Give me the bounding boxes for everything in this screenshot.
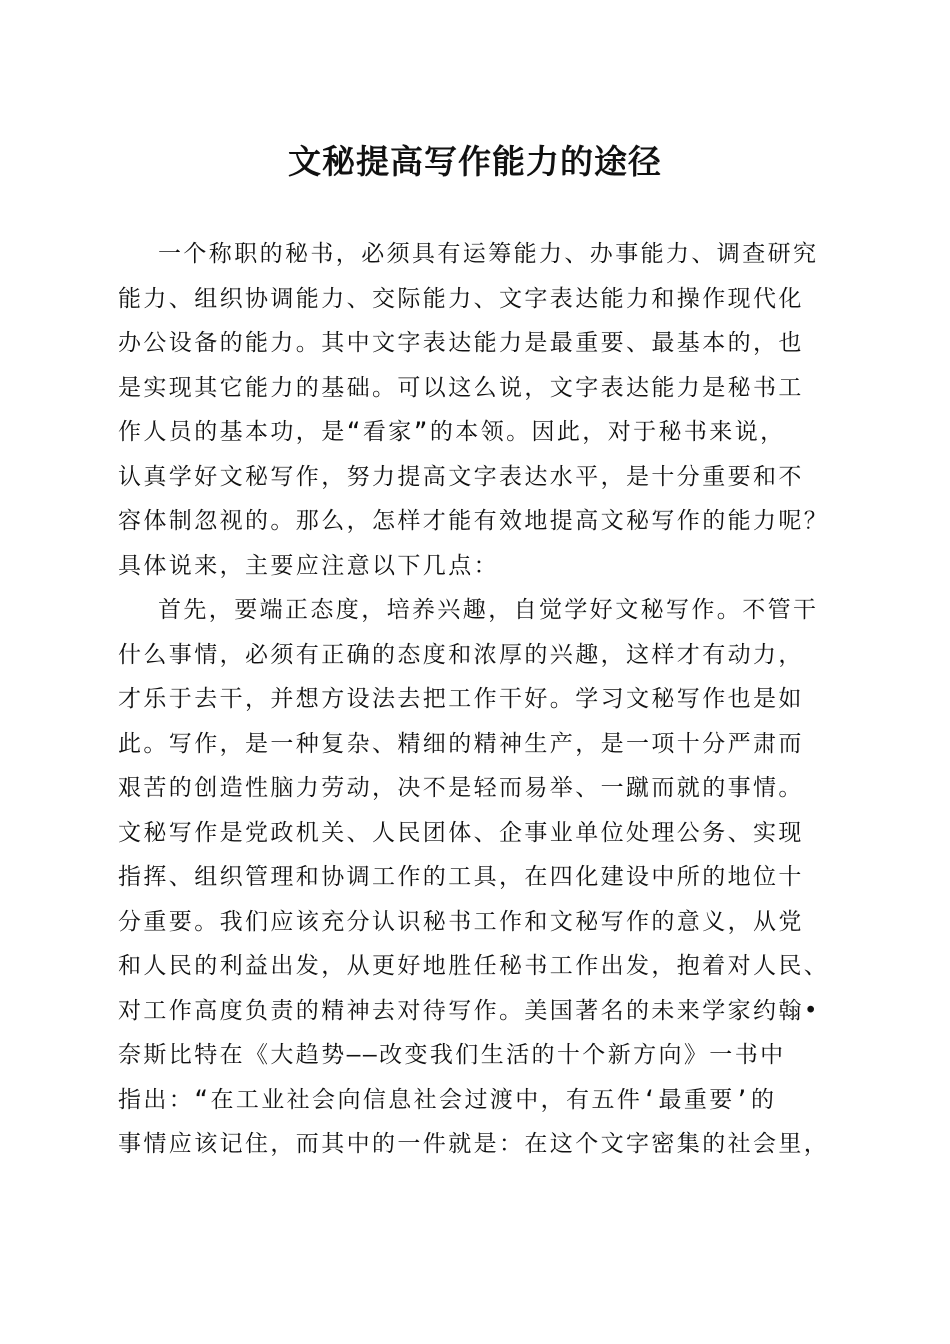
text-line: 什么事情，必须有正确的态度和浓厚的兴趣，这样才有动力，: [118, 641, 804, 668]
text-line: 和人民的利益出发，从更好地胜任秘书工作出发，抱着对人民、: [118, 953, 830, 979]
text-line: 认真学好文秘写作，努力提高文字表达水平，是十分重要和不: [118, 463, 804, 490]
text-line: 指挥、组织管理和协调工作的工具，在四化建设中所的地位十: [118, 864, 804, 890]
paragraph-2: [118, 588, 838, 1167]
text-line: 分重要。我们应该充分认识秘书工作和文秘写作的意义，从党: [118, 908, 804, 935]
document-body: [118, 232, 838, 1167]
text-line: 办公设备的能力。其中文字表达能力是最重要、最基本的，也: [118, 330, 804, 356]
text-line: 作人员的基本功，是“看家”的本领。因此，对于秘书来说，: [118, 419, 786, 445]
paragraph-1: [118, 232, 838, 588]
text-line: 奈斯比特在《大趋势——改变我们生活的十个新方向》一书中: [118, 1042, 786, 1068]
text-line: 此。写作，是一种复杂、精细的精神生产，是一项十分严肃而: [118, 730, 804, 757]
text-line: 能力、组织协调能力、交际能力、文字表达能力和操作现代化: [118, 285, 804, 312]
text-line: 一个称职的秘书，必须具有运筹能力、办事能力、调查研究: [158, 241, 819, 267]
text-line: 具体说来，主要应注意以下几点：: [118, 552, 499, 579]
text-line: 事情应该记住，而其中的一件就是：在这个文字密集的社会里，: [118, 1131, 830, 1157]
text-line: 首先，要端正态度，培养兴趣，自觉学好文秘写作。不管干: [158, 597, 819, 623]
text-line: 是实现其它能力的基础。可以这么说，文字表达能力是秘书工: [118, 374, 804, 401]
document-title: 文秘提高写作能力的途径: [288, 142, 662, 181]
text-line: 才乐于去干，并想方设法去把工作干好。学习文秘写作也是如: [118, 686, 804, 712]
text-line: 艰苦的创造性脑力劳动，决不是轻而易举、一蹴而就的事情。: [118, 775, 804, 801]
text-line: 容体制忽视的。那么，怎样才能有效地提高文秘写作的能力呢？: [118, 508, 830, 534]
text-line: 文秘写作是党政机关、人民团体、企事业单位处理公务、实现: [118, 819, 804, 846]
text-line: 对工作高度负责的精神去对待写作。美国著名的未来学家约翰•: [118, 997, 821, 1024]
text-line: 指出：“在工业社会向信息社会过渡中，有五件‘最重要’的: [118, 1086, 777, 1113]
